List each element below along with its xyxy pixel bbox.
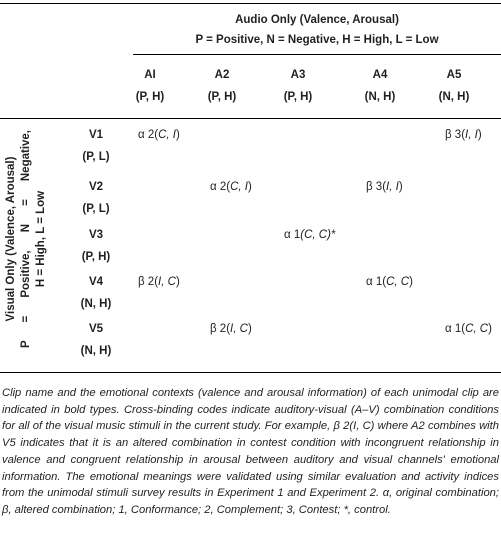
column-header-va: (N, H): [438, 91, 470, 103]
code-args: (C, C)*: [300, 229, 336, 241]
visual-axis-line1: Visual Only (Valence, Arousal): [5, 156, 17, 322]
column-header-rule: [0, 118, 501, 119]
top-rule: [0, 3, 501, 4]
column-header-va: (P, H): [283, 91, 313, 103]
code-suffix: ): [175, 276, 180, 288]
code-suffix: ): [175, 129, 180, 141]
row-header-v5: V5: [88, 323, 104, 335]
table-caption: Clip name and the emotional contexts (valence and arousal information) of each unimodal clip are indicated in bold types. Cross-binding codes indicate auditory-visual (A–V) combination conditions for all of the visual music stimuli in the current study. For example, β 2(I, C) where A2 combines with V5 indicates that it is an altered combination in contest condition with incongruent relationship in valence and congruent relationship in arousal between auditory and visual channels' emotional information. The emotional meanings were validated using similar evaluation and activity indices from the unimodal stimuli survey results in Experiment 1 and Experiment 2. α, original combination; β, altered combination; 1, Conformance; 2, Complement; 3, Contest; *, control.: [2, 387, 499, 516]
column-header-va: (N, H): [364, 91, 396, 103]
combination-code: [445, 128, 482, 142]
combination-code: [366, 275, 413, 289]
code-args: I, C: [230, 323, 248, 335]
visual-axis-line3: H = High, L = Low: [35, 190, 47, 288]
code-prefix: β 3(: [366, 181, 387, 193]
code-suffix: ): [247, 181, 252, 193]
column-header-a4: A4: [372, 69, 388, 81]
code-args: I, C: [158, 276, 176, 288]
code-args: C, C: [465, 323, 489, 335]
code-suffix: ): [409, 276, 413, 288]
code-prefix: α 2(: [138, 129, 159, 141]
column-header-va: (P, H): [135, 91, 165, 103]
code-prefix: α 1(: [445, 323, 466, 335]
combination-code: [445, 322, 492, 336]
combination-code: [210, 322, 252, 336]
code-prefix: α 1(: [366, 276, 387, 288]
row-header-va: (N, H): [80, 298, 112, 310]
code-args: I, I: [465, 129, 478, 141]
code-suffix: ): [477, 129, 482, 141]
column-header-a2: A2: [214, 69, 230, 81]
code-args: I, I: [386, 181, 399, 193]
row-header-v1: V1: [88, 129, 104, 141]
row-header-va: (P, L): [82, 151, 110, 163]
combination-code: [366, 180, 403, 194]
column-header-ai: AI: [144, 69, 156, 81]
table-bottom-rule: [0, 372, 501, 373]
column-header-a3: A3: [290, 69, 306, 81]
row-header-v2: V2: [88, 181, 104, 193]
code-args: C, I: [158, 129, 176, 141]
code-suffix: ): [247, 323, 252, 335]
header-divider: [133, 54, 501, 55]
audio-axis-legend: P = Positive, N = Negative, H = High, L = Low: [195, 34, 439, 46]
code-suffix: ): [398, 181, 403, 193]
code-prefix: α 2(: [210, 181, 231, 193]
code-suffix: ): [488, 323, 492, 335]
code-prefix: β 3(: [445, 129, 466, 141]
visual-axis-label: [4, 130, 49, 348]
row-header-va: (N, H): [80, 345, 112, 357]
code-prefix: β 2(: [210, 323, 231, 335]
column-header-va: (P, H): [207, 91, 237, 103]
row-header-va: (P, H): [81, 251, 111, 263]
row-header-v3: V3: [88, 229, 104, 241]
code-args: C, I: [230, 181, 248, 193]
audio-axis-title: Audio Only (Valence, Arousal): [235, 14, 399, 26]
code-prefix: β 2(: [138, 276, 159, 288]
combination-code: [138, 275, 180, 289]
code-prefix: α 1: [284, 229, 301, 241]
combination-code: [138, 128, 180, 142]
row-header-va: (P, L): [82, 203, 110, 215]
combination-code: [284, 228, 335, 242]
row-header-v4: V4: [88, 276, 104, 288]
code-args: C, C: [386, 276, 410, 288]
column-header-a5: A5: [446, 69, 462, 81]
combination-code: [210, 180, 252, 194]
visual-axis-line2: P = Positive, N = Negative,: [20, 130, 32, 348]
